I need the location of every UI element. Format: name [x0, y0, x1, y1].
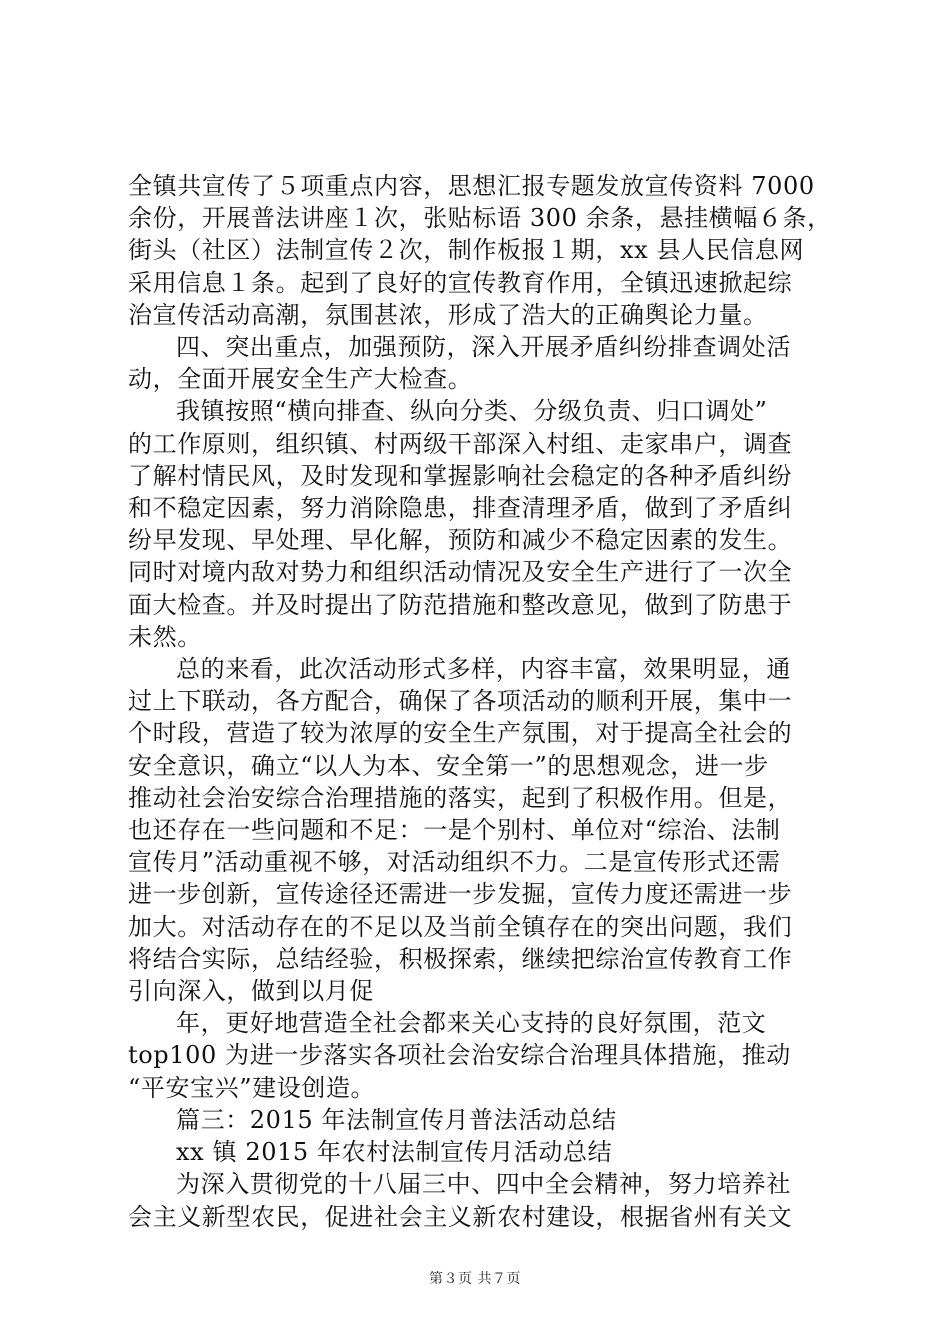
- text-line: 也还存在一些问题和不足：一是个别村、单位对“综治、法制: [128, 816, 781, 845]
- text-line: 会主义新型农民，促进社会主义新农村建设，根据省州有关文: [128, 1202, 793, 1231]
- text-line: 了解村情民风，及时发现和掌握影响社会稳定的各种矛盾纠纷: [128, 461, 793, 490]
- text-line: 动，全面开展安全生产大检查。: [128, 365, 473, 394]
- text-line: 年，更好地营造全社会都来关心支持的良好氛围，范文: [176, 1009, 767, 1038]
- text-line: 纷早发现、早处理、早化解，预防和减少不稳定因素的发生。: [128, 526, 793, 555]
- text-line: 治宣传活动高潮，氛围甚浓，形成了浩大的正确舆论力量。: [128, 300, 768, 329]
- text-line: 宣传月”活动重视不够，对活动组织不力。二是宣传形式还需: [128, 848, 781, 877]
- text-line: 个时段，营造了较为浓厚的安全生产氛围，对于提高全社会的: [128, 719, 793, 748]
- document-body: [128, 170, 832, 1233]
- article-title: xx 镇 2015 年农村法制宣传月活动总结: [176, 1138, 613, 1167]
- text-line: 总的来看，此次活动形式多样，内容丰富，效果明显，通: [176, 655, 791, 684]
- text-line: 余份，开展普法讲座１次，张贴标语 300 余条，悬挂横幅６条，: [128, 204, 832, 233]
- text-line: 过上下联动，各方配合，确保了各项活动的顺利开展，集中一: [128, 687, 793, 716]
- text-line: 街头（社区）法制宣传２次，制作板报１期，xx 县人民信息网: [128, 236, 805, 265]
- section-heading: 四、突出重点，加强预防，深入开展矛盾纠纷排查调处活: [176, 333, 791, 362]
- text-line: 为深入贯彻党的十八届三中、四中全会精神，努力培养社: [176, 1170, 791, 1199]
- text-line: 安全意识，确立“以人为本、安全第一”的思想观念，进一步: [128, 751, 769, 780]
- section-title: 篇三：2015 年法制宣传月普法活动总结: [176, 1105, 617, 1134]
- text-line: 将结合实际，总结经验，积极探索，继续把综治宣传教育工作: [128, 944, 793, 973]
- text-line: 进一步创新，宣传途径还需进一步发掘，宣传力度还需进一步: [128, 880, 793, 909]
- text-line: 我镇按照“横向排查、纵向分类、分级负责、归口调处”: [176, 397, 768, 426]
- text-line: 采用信息１条。起到了良好的宣传教育作用，全镇迅速掀起综: [128, 268, 793, 297]
- text-line: “平安宝兴”建设创造。: [128, 1073, 376, 1102]
- text-line: 面大检查。并及时提出了防范措施和整改意见，做到了防患于: [128, 590, 793, 619]
- text-line: 引向深入，做到以月促: [128, 977, 374, 1006]
- text-line: top100 为进一步落实各项社会治安综合治理具体措施，推动: [128, 1041, 791, 1070]
- text-line: 的工作原则，组织镇、村两级干部深入村组、走家串户，调查: [128, 429, 793, 458]
- text-line: 加大。对活动存在的不足以及当前全镇存在的突出问题，我们: [128, 912, 793, 941]
- text-line: 未然。: [128, 622, 202, 651]
- text-line: 和不稳定因素，努力消除隐患，排查清理矛盾，做到了矛盾纠: [128, 494, 793, 523]
- text-line: 同时对境内敌对势力和组织活动情况及安全生产进行了一次全: [128, 558, 793, 587]
- text-line: 全镇共宣传了５项重点内容，思想汇报专题发放宣传资料 7000: [128, 172, 815, 200]
- page-number-footer: 第３页 共７页: [429, 1271, 521, 1287]
- text-line: 推动社会治安综合治理措施的落实，起到了积极作用。但是，: [128, 783, 793, 812]
